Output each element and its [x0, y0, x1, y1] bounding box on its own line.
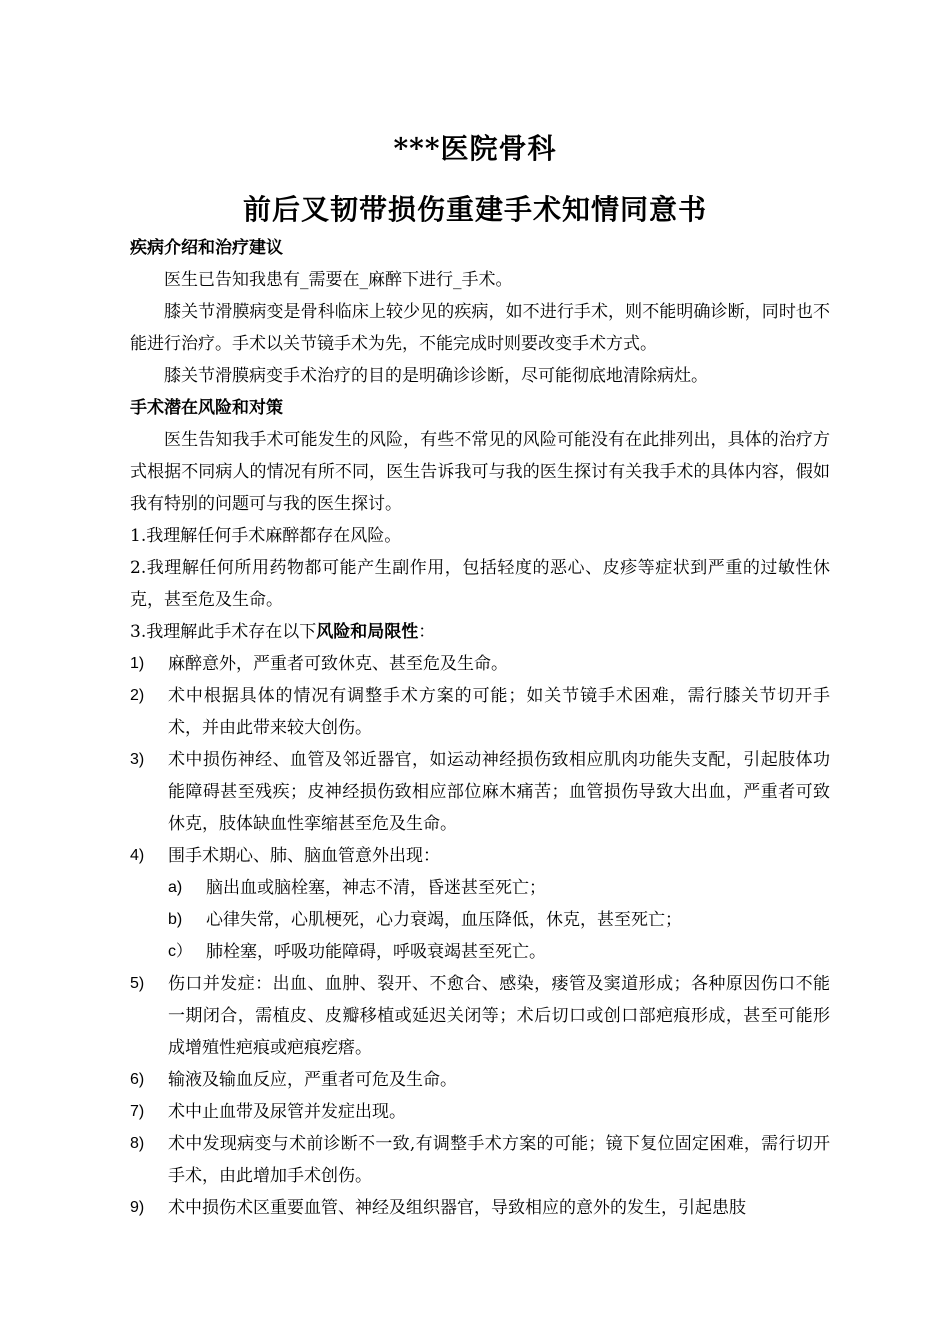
statement-1: 1.我理解任何手术麻醉都存在风险。	[130, 526, 402, 546]
risk-subitem-letter: c）	[168, 943, 193, 960]
risk-item-number: 7)	[130, 1103, 145, 1120]
document-body	[130, 232, 830, 1224]
risk-item	[130, 744, 830, 840]
risk-subitem-letter: b)	[168, 911, 183, 928]
risk-subitem-letter: a)	[168, 879, 183, 896]
risk-item-text: 术中损伤术区重要血管、神经及组织器官，导致相应的意外的发生，引起患肢	[168, 1198, 746, 1218]
paragraph-risk-intro: 医生告知我手术可能发生的风险，有些不常见的风险可能没有在此排列出，具体的治疗方式根据不同病人的情况有所不同，医生告诉我可与我的医生探讨有关我手术的具体内容，假如我有特别的问题可与我的医生探讨。	[130, 430, 830, 514]
risk-item-number: 4)	[130, 847, 145, 864]
risk-item	[130, 1096, 830, 1128]
risk-subitem-text: 肺栓塞，呼吸功能障碍，呼吸衰竭甚至死亡。	[206, 942, 546, 962]
risk-item	[130, 840, 830, 872]
risk-item-number: 5)	[130, 975, 145, 992]
risk-item-number: 9)	[130, 1199, 145, 1216]
risk-item-text: 麻醉意外，严重者可致休克、甚至危及生命。	[168, 654, 508, 674]
document-title: 前后叉韧带损伤重建手术知情同意书	[242, 193, 707, 226]
risk-item	[130, 1192, 830, 1224]
statement-3-prefix: 3.我理解此手术存在以下	[130, 622, 317, 642]
statement-2: 2.我理解任何所用药物都可能产生副作用，包括轻度的恶心、皮疹等症状到严重的过敏性休克，甚至危及生命。	[130, 558, 830, 610]
risk-item-text: 术中损伤神经、血管及邻近器官，如运动神经损伤致相应肌肉功能失支配，引起肢体功能障碍甚至残疾；皮神经损伤致相应部位麻木痛苦；血管损伤导致大出血，严重者可致休克，肢体缺血性挛缩甚至危及生命。	[168, 750, 830, 834]
paragraph-disease-intro: 膝关节滑膜病变是骨科临床上较少见的疾病，如不进行手术，则不能明确诊断，同时也不能进行治疗。手术以关节镜手术为先，不能完成时则要改变手术方式。	[130, 302, 830, 354]
risk-item-text: 术中根据具体的情况有调整手术方案的可能；如关节镜手术困难，需行膝关节切开手术，并由此带来较大创伤。	[168, 686, 830, 738]
risk-subitem	[130, 872, 830, 904]
risk-item	[130, 968, 830, 1064]
risk-subitem	[130, 936, 830, 968]
risk-item-number: 1)	[130, 655, 145, 672]
paragraph-treatment-goal: 膝关节滑膜病变手术治疗的目的是明确诊诊断，尽可能彻底地清除病灶。	[164, 366, 708, 386]
statement-3-suffix: ：	[418, 622, 436, 642]
statement-3-bold: 风险和局限性	[316, 622, 419, 642]
risk-item-text: 伤口并发症：出血、血肿、裂开、不愈合、感染，瘘管及窦道形成；各种原因伤口不能一期闭合，需植皮、皮瓣移植或延迟关闭等；术后切口或创口部疤痕形成，甚至可能形成增殖性疤痕或疤痕疙瘩。	[168, 974, 830, 1058]
risk-item-text: 术中止血带及尿管并发症出现。	[168, 1102, 406, 1122]
risk-item-number: 6)	[130, 1071, 145, 1088]
risk-item	[130, 1128, 830, 1192]
risk-item-number: 3)	[130, 751, 145, 768]
statement-3	[130, 616, 830, 648]
hospital-title: ***医院骨科	[393, 132, 557, 165]
risk-item-number: 8)	[130, 1135, 145, 1152]
risk-item-text: 输液及输血反应，严重者可危及生命。	[168, 1070, 457, 1090]
section-heading-risks: 手术潜在风险和对策	[130, 398, 283, 418]
risk-subitem	[130, 904, 830, 936]
risk-item-text: 术中发现病变与术前诊断不一致,有调整手术方案的可能；镜下复位固定困难，需行切开手术，由此增加手术创伤。	[168, 1134, 830, 1186]
risk-item	[130, 648, 830, 680]
risk-subitem-text: 心律失常，心肌梗死，心力衰竭，血压降低，休克，甚至死亡；	[206, 910, 682, 930]
risk-item-number: 2)	[130, 687, 145, 704]
risk-item	[130, 680, 830, 744]
risk-item	[130, 1064, 830, 1096]
paragraph-diagnosis: 医生已告知我患有_需要在_麻醉下进行_手术。	[164, 270, 513, 290]
risk-item-text: 围手术期心、肺、脑血管意外出现：	[168, 846, 440, 866]
risk-subitem-text: 脑出血或脑栓塞，神志不清，昏迷甚至死亡；	[206, 878, 546, 898]
section-heading-disease: 疾病介绍和治疗建议	[130, 238, 283, 258]
